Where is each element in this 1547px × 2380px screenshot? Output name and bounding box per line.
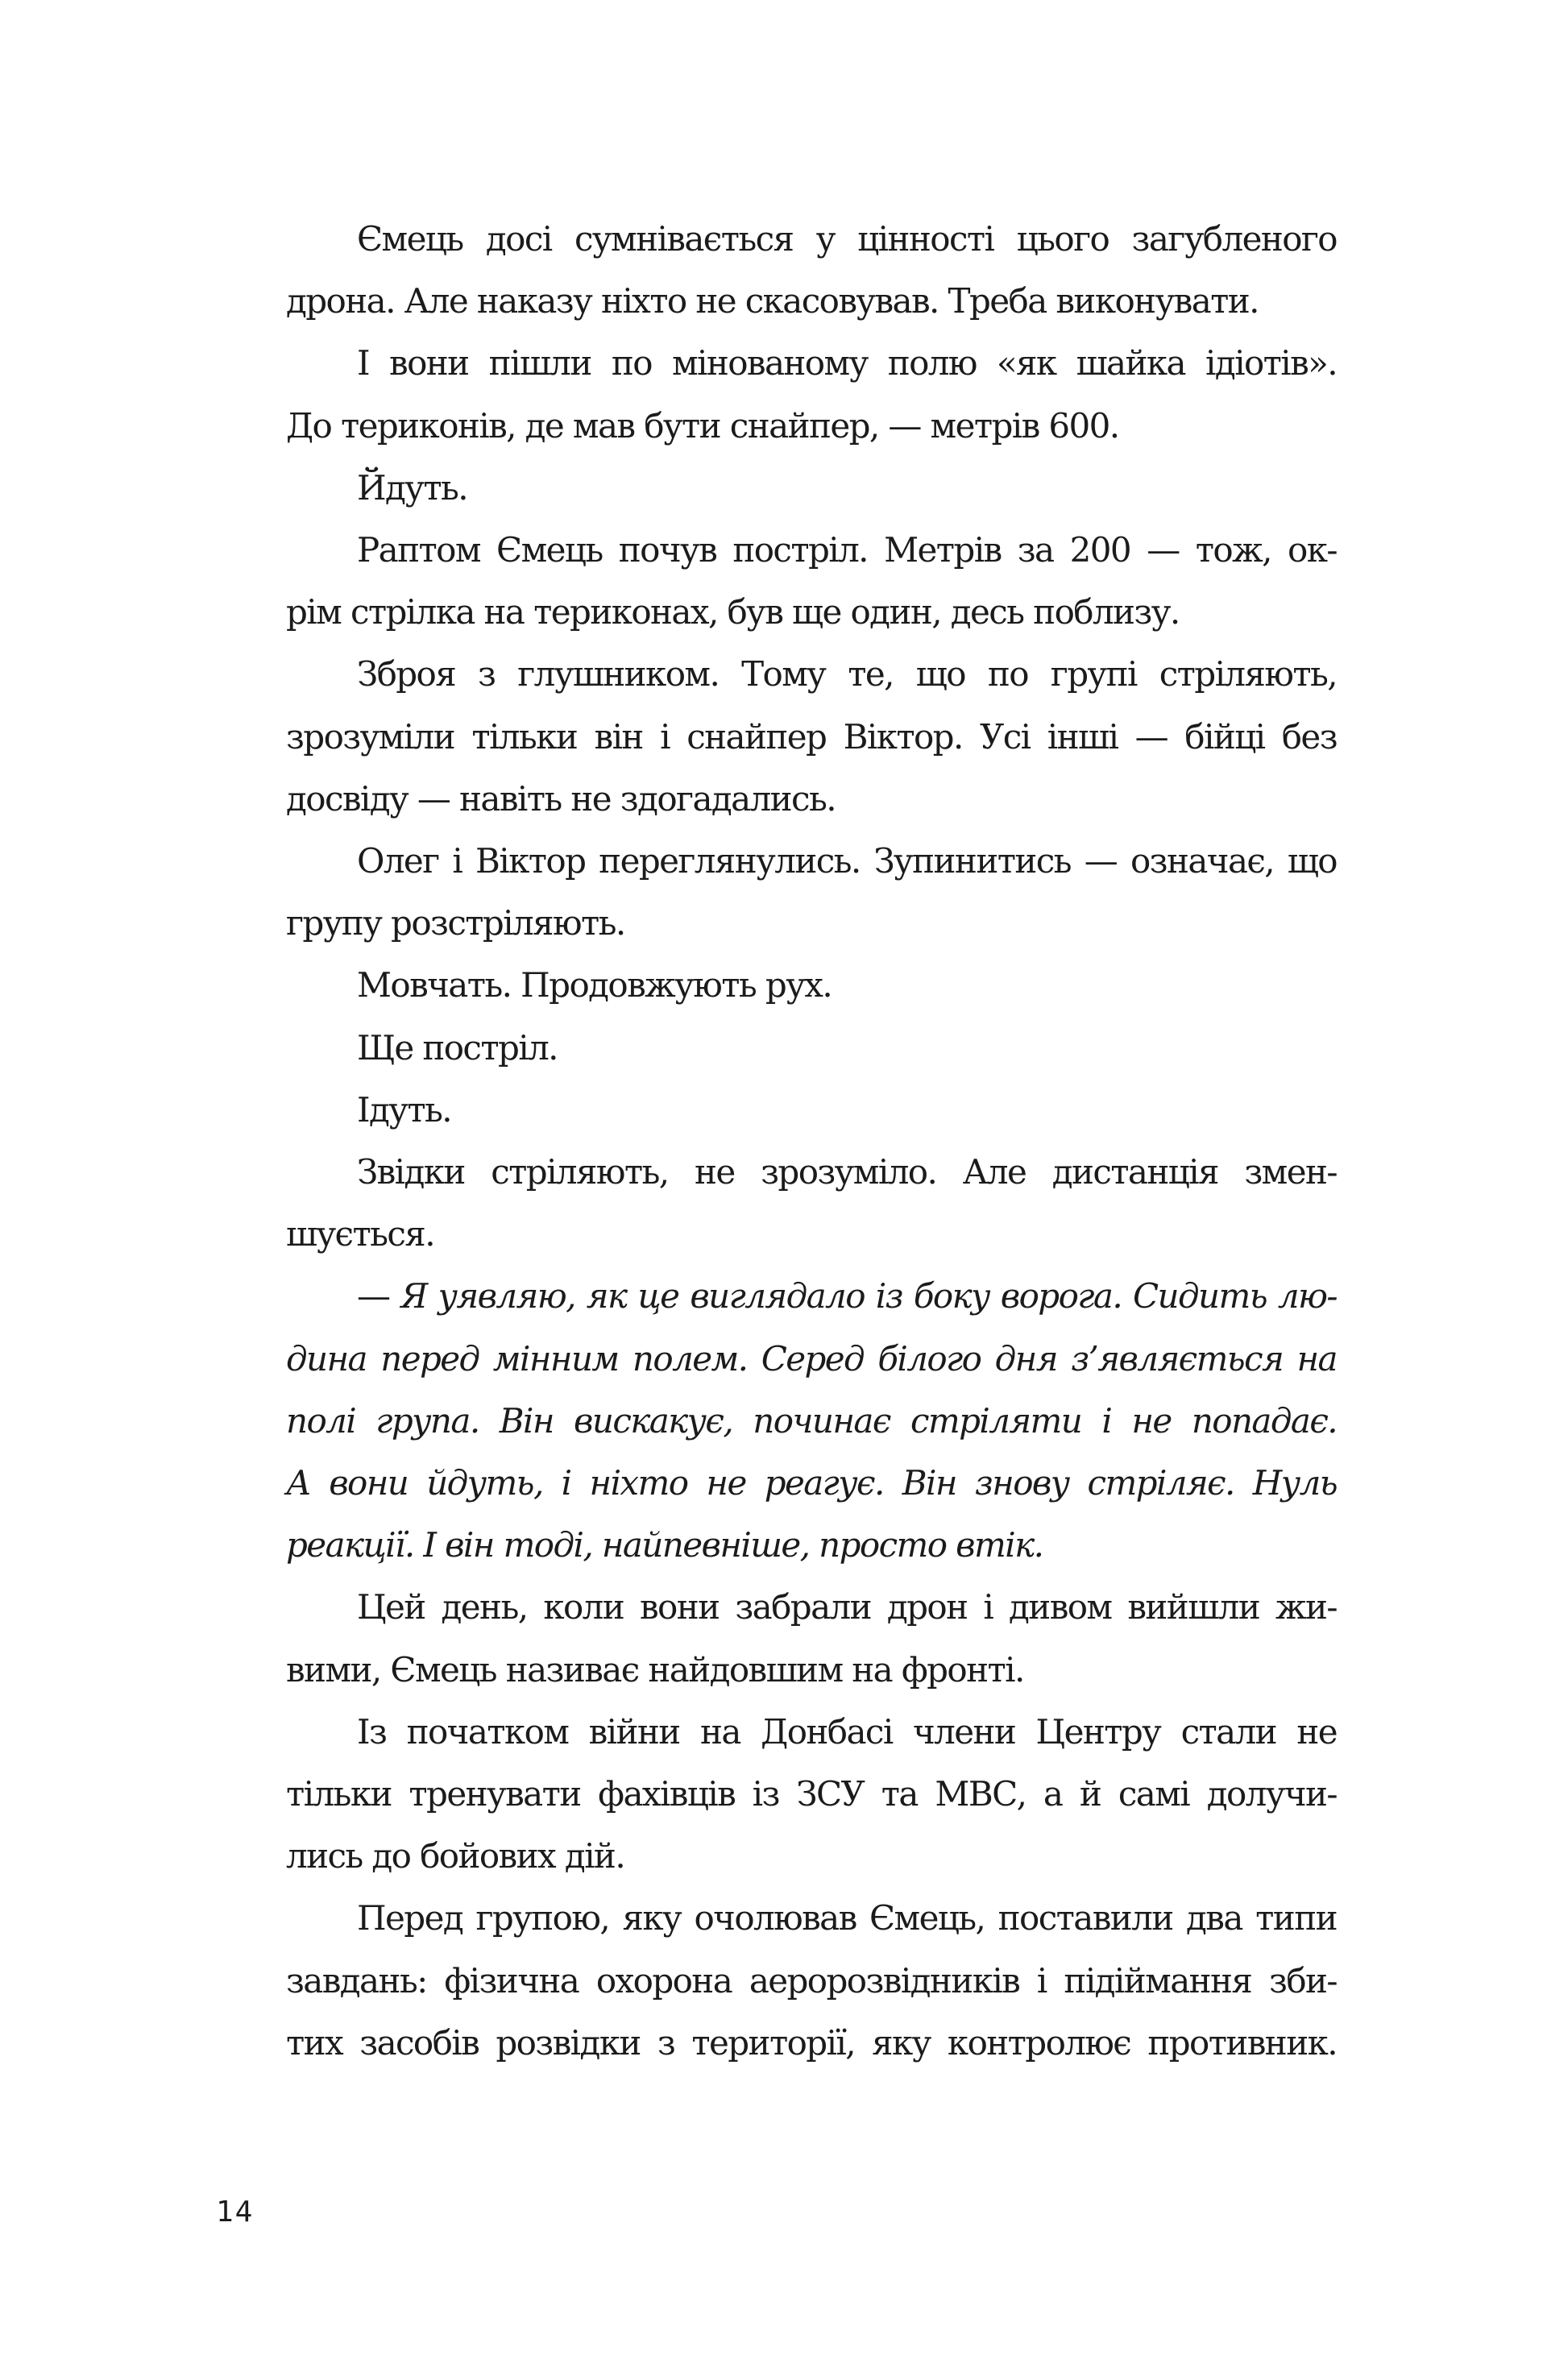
text-line: І вони пішли по мінованому полю «як шайка ідіотів». <box>357 343 1337 384</box>
text-line: А вони йдуть, і ніхто не реагує. Він знову стріляє. Нуль <box>286 1463 1337 1503</box>
text-line: полі група. Він вискакує, починає стріляти і не попадає. <box>286 1400 1337 1441</box>
text-line: шується. <box>286 1214 434 1254</box>
text-line: реакції. І він тоді, найпевніше, просто втік. <box>286 1525 1043 1565</box>
paragraph <box>215 954 1337 1016</box>
paragraph <box>215 519 1337 643</box>
paragraph <box>215 332 1337 456</box>
text-line: групу розстріляють. <box>286 903 625 943</box>
paragraph <box>215 643 1337 830</box>
text-line: Ідуть. <box>357 1089 452 1130</box>
quote-text: Я уявляю, як це виглядало із боку ворога. Сидить лю- <box>400 1276 1337 1316</box>
text-line: Раптом Ємець почув постріл. Метрів за 200 — тож, ок- <box>357 530 1337 570</box>
italic-quote-paragraph <box>215 1265 1337 1576</box>
text-line: До териконів, де мав бути снайпер, — метрів 600. <box>286 405 1119 446</box>
paragraph <box>215 1017 1337 1079</box>
text-line: дина перед мінним полем. Серед білого дня з’являється на <box>286 1338 1337 1379</box>
paragraph <box>215 208 1337 332</box>
text-line: Мовчать. Продовжують рух. <box>357 965 832 1005</box>
text-line: Цей день, коли вони забрали дрон і дивом вийшли жи- <box>357 1587 1337 1627</box>
quote-dash: — <box>357 1276 390 1316</box>
text-line: Перед групою, яку очолював Ємець, поставили два типи <box>357 1898 1337 1938</box>
text-line: Звідки стріляють, не зрозуміло. Але дистанція змен- <box>357 1152 1337 1192</box>
text-line: вими, Ємець називає найдовшим на фронті. <box>286 1649 1024 1690</box>
text-line: зрозуміли тільки він і снайпер Віктор. Усі інші — бійці без <box>286 716 1337 757</box>
text-line: завдань: фізична охорона аеророзвідників і підіймання зби- <box>286 1960 1337 2001</box>
text-line: дрона. Але наказу ніхто не скасовував. Треба виконувати. <box>286 281 1259 321</box>
text-line: рім стрілка на териконах, був ще один, десь поблизу. <box>286 592 1180 632</box>
text-line: Ємець досі сумнівається у цінності цього загубленого <box>357 219 1337 259</box>
body-text <box>215 208 1337 2074</box>
text-line <box>215 1265 1337 1327</box>
paragraph <box>215 1141 1337 1265</box>
paragraph <box>215 1701 1337 1888</box>
paragraph <box>215 457 1337 519</box>
paragraph <box>215 1887 1337 2074</box>
text-line: Олег і Віктор переглянулись. Зупинитись — означає, що <box>357 841 1337 881</box>
paragraph <box>215 1576 1337 1700</box>
text-line: тих засобів розвідки з території, яку контролює противник. <box>286 2022 1337 2063</box>
text-line: Із початком війни на Донбасі члени Центру стали не <box>357 1711 1337 1752</box>
text-line: Йдуть. <box>357 467 468 508</box>
page-number: 14 <box>216 2195 255 2229</box>
text-line: лись до бойових дій. <box>286 1836 625 1876</box>
text-line: Зброя з глушником. Тому те, що по групі стріляють, <box>357 654 1337 695</box>
text-line: досвіду — навіть не здогадались. <box>286 778 836 819</box>
paragraph <box>215 830 1337 954</box>
text-line: тільки тренувати фахівців із ЗСУ та МВС, а й самі долучи- <box>286 1774 1337 1814</box>
paragraph <box>215 1079 1337 1141</box>
text-line: Ще постріл. <box>357 1027 558 1068</box>
